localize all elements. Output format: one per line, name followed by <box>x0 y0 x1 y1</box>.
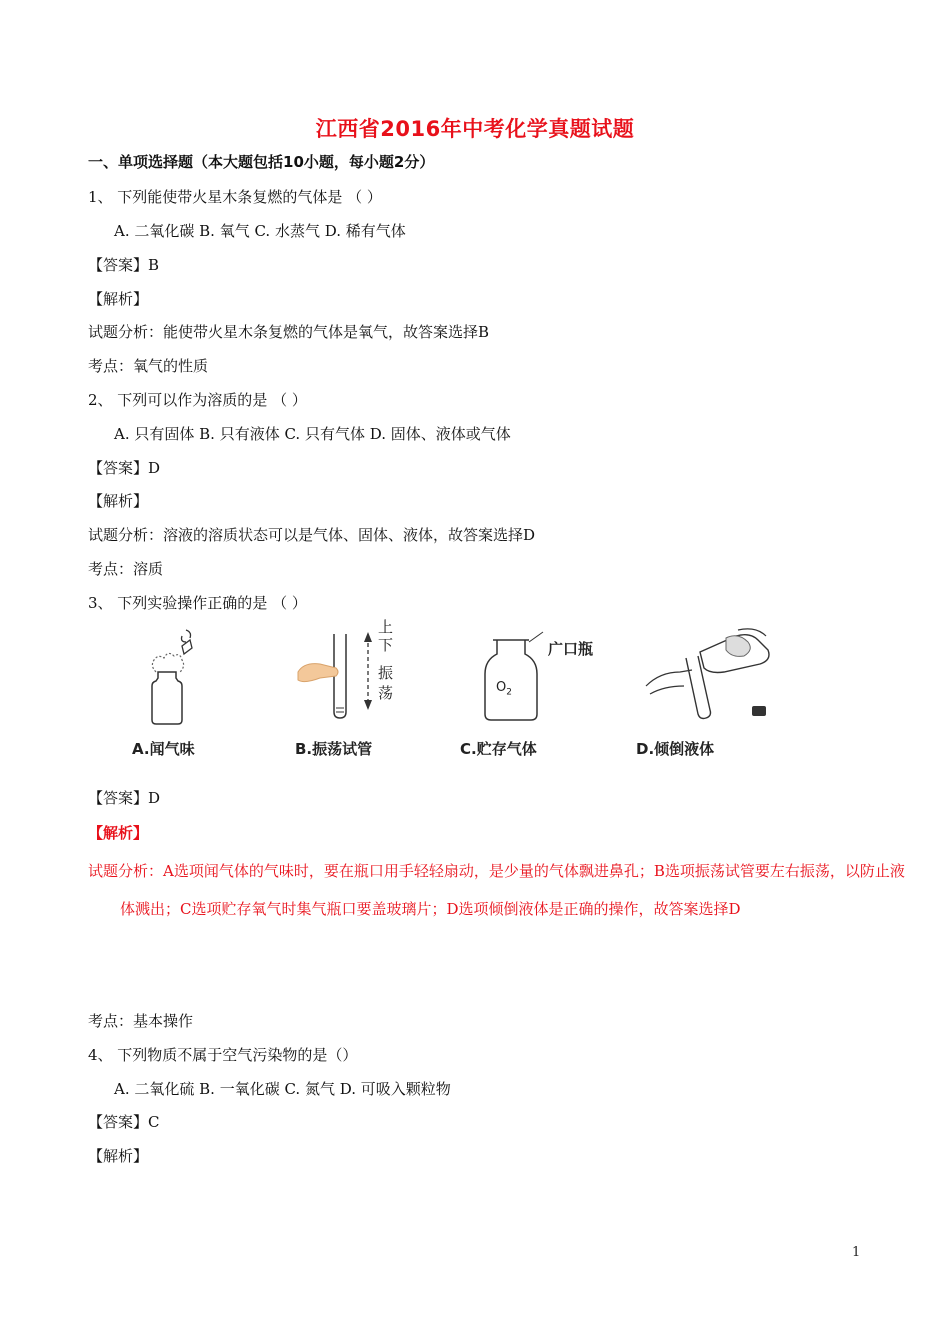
smelling-gas-illustration <box>130 628 220 728</box>
question-3-analysis-label: 【解析】 <box>88 824 149 842</box>
question-3-stem: 3、 下列实验操作正确的是 （ ） <box>88 594 307 612</box>
question-4-options: A. 二氧化硫 B. 一氧化碳 C. 氮气 D. 可吸入颗粒物 <box>114 1080 451 1098</box>
question-4-answer: 【答案】C <box>88 1113 160 1131</box>
question-1-stem: 1、 下列能使带火星木条复燃的气体是 （ ） <box>88 188 382 206</box>
question-1-analysis-label: 【解析】 <box>88 290 149 308</box>
question-3-answer: 【答案】D <box>88 789 161 807</box>
figure-caption-b: B.振荡试管 <box>295 740 373 758</box>
question-2-analysis: 试题分析：溶液的溶质状态可以是气体、固体、液体，故答案选择D <box>88 526 536 544</box>
page-number: 1 <box>852 1245 861 1260</box>
shake-label-2: 荡 <box>378 684 394 702</box>
question-2-options: A. 只有固体 B. 只有液体 C. 只有气体 D. 固体、液体或气体 <box>114 425 511 443</box>
gas-symbol: O <box>496 680 507 695</box>
question-4-stem: 4、 下列物质不属于空气污染物的是（） <box>88 1046 358 1064</box>
question-1-point: 考点：氧气的性质 <box>88 357 209 375</box>
lab-operations-figure <box>120 618 800 768</box>
page-title: 江西省2016年中考化学真题试题 <box>315 117 635 141</box>
question-2-answer: 【答案】D <box>88 459 161 477</box>
shake-label-1: 振 <box>378 664 394 682</box>
question-3-point: 考点：基本操作 <box>88 1012 194 1030</box>
question-4-analysis-label: 【解析】 <box>88 1147 149 1165</box>
pouring-liquid-illustration <box>640 628 780 728</box>
figure-caption-a: A.闻气味 <box>132 740 195 758</box>
wide-mouth-bottle-label: 广口瓶 <box>548 640 594 658</box>
question-2-point: 考点：溶质 <box>88 560 164 578</box>
section-heading: 一、单项选择题（本大题包括10小题，每小题2分） <box>88 153 435 171</box>
gas-subscript: 2 <box>506 687 512 698</box>
gas-formula <box>496 680 512 698</box>
question-2-analysis-label: 【解析】 <box>88 492 149 510</box>
question-1-options: A. 二氧化碳 B. 氧气 C. 水蒸气 D. 稀有气体 <box>114 222 406 240</box>
shake-down-label: 下 <box>378 636 394 654</box>
question-1-answer: 【答案】B <box>88 256 160 274</box>
shake-up-label: 上 <box>378 618 394 636</box>
figure-caption-c: C.贮存气体 <box>460 740 537 758</box>
question-2-stem: 2、 下列可以作为溶质的是 （ ） <box>88 391 307 409</box>
question-3-analysis: 试题分析：A选项闻气体的气味时，要在瓶口用手轻轻扇动，是少量的气体飘进鼻孔；B选项振荡试管要左右振荡，以防止液体溅出；C选项贮存氧气时集气瓶口要盖玻璃片；D选项倾倒液体是正确的操作，故答案选择D <box>88 862 905 918</box>
figure-caption-d: D.倾倒液体 <box>636 740 715 758</box>
question-1-analysis: 试题分析：能使带火星木条复燃的气体是氧气，故答案选择B <box>88 323 490 341</box>
